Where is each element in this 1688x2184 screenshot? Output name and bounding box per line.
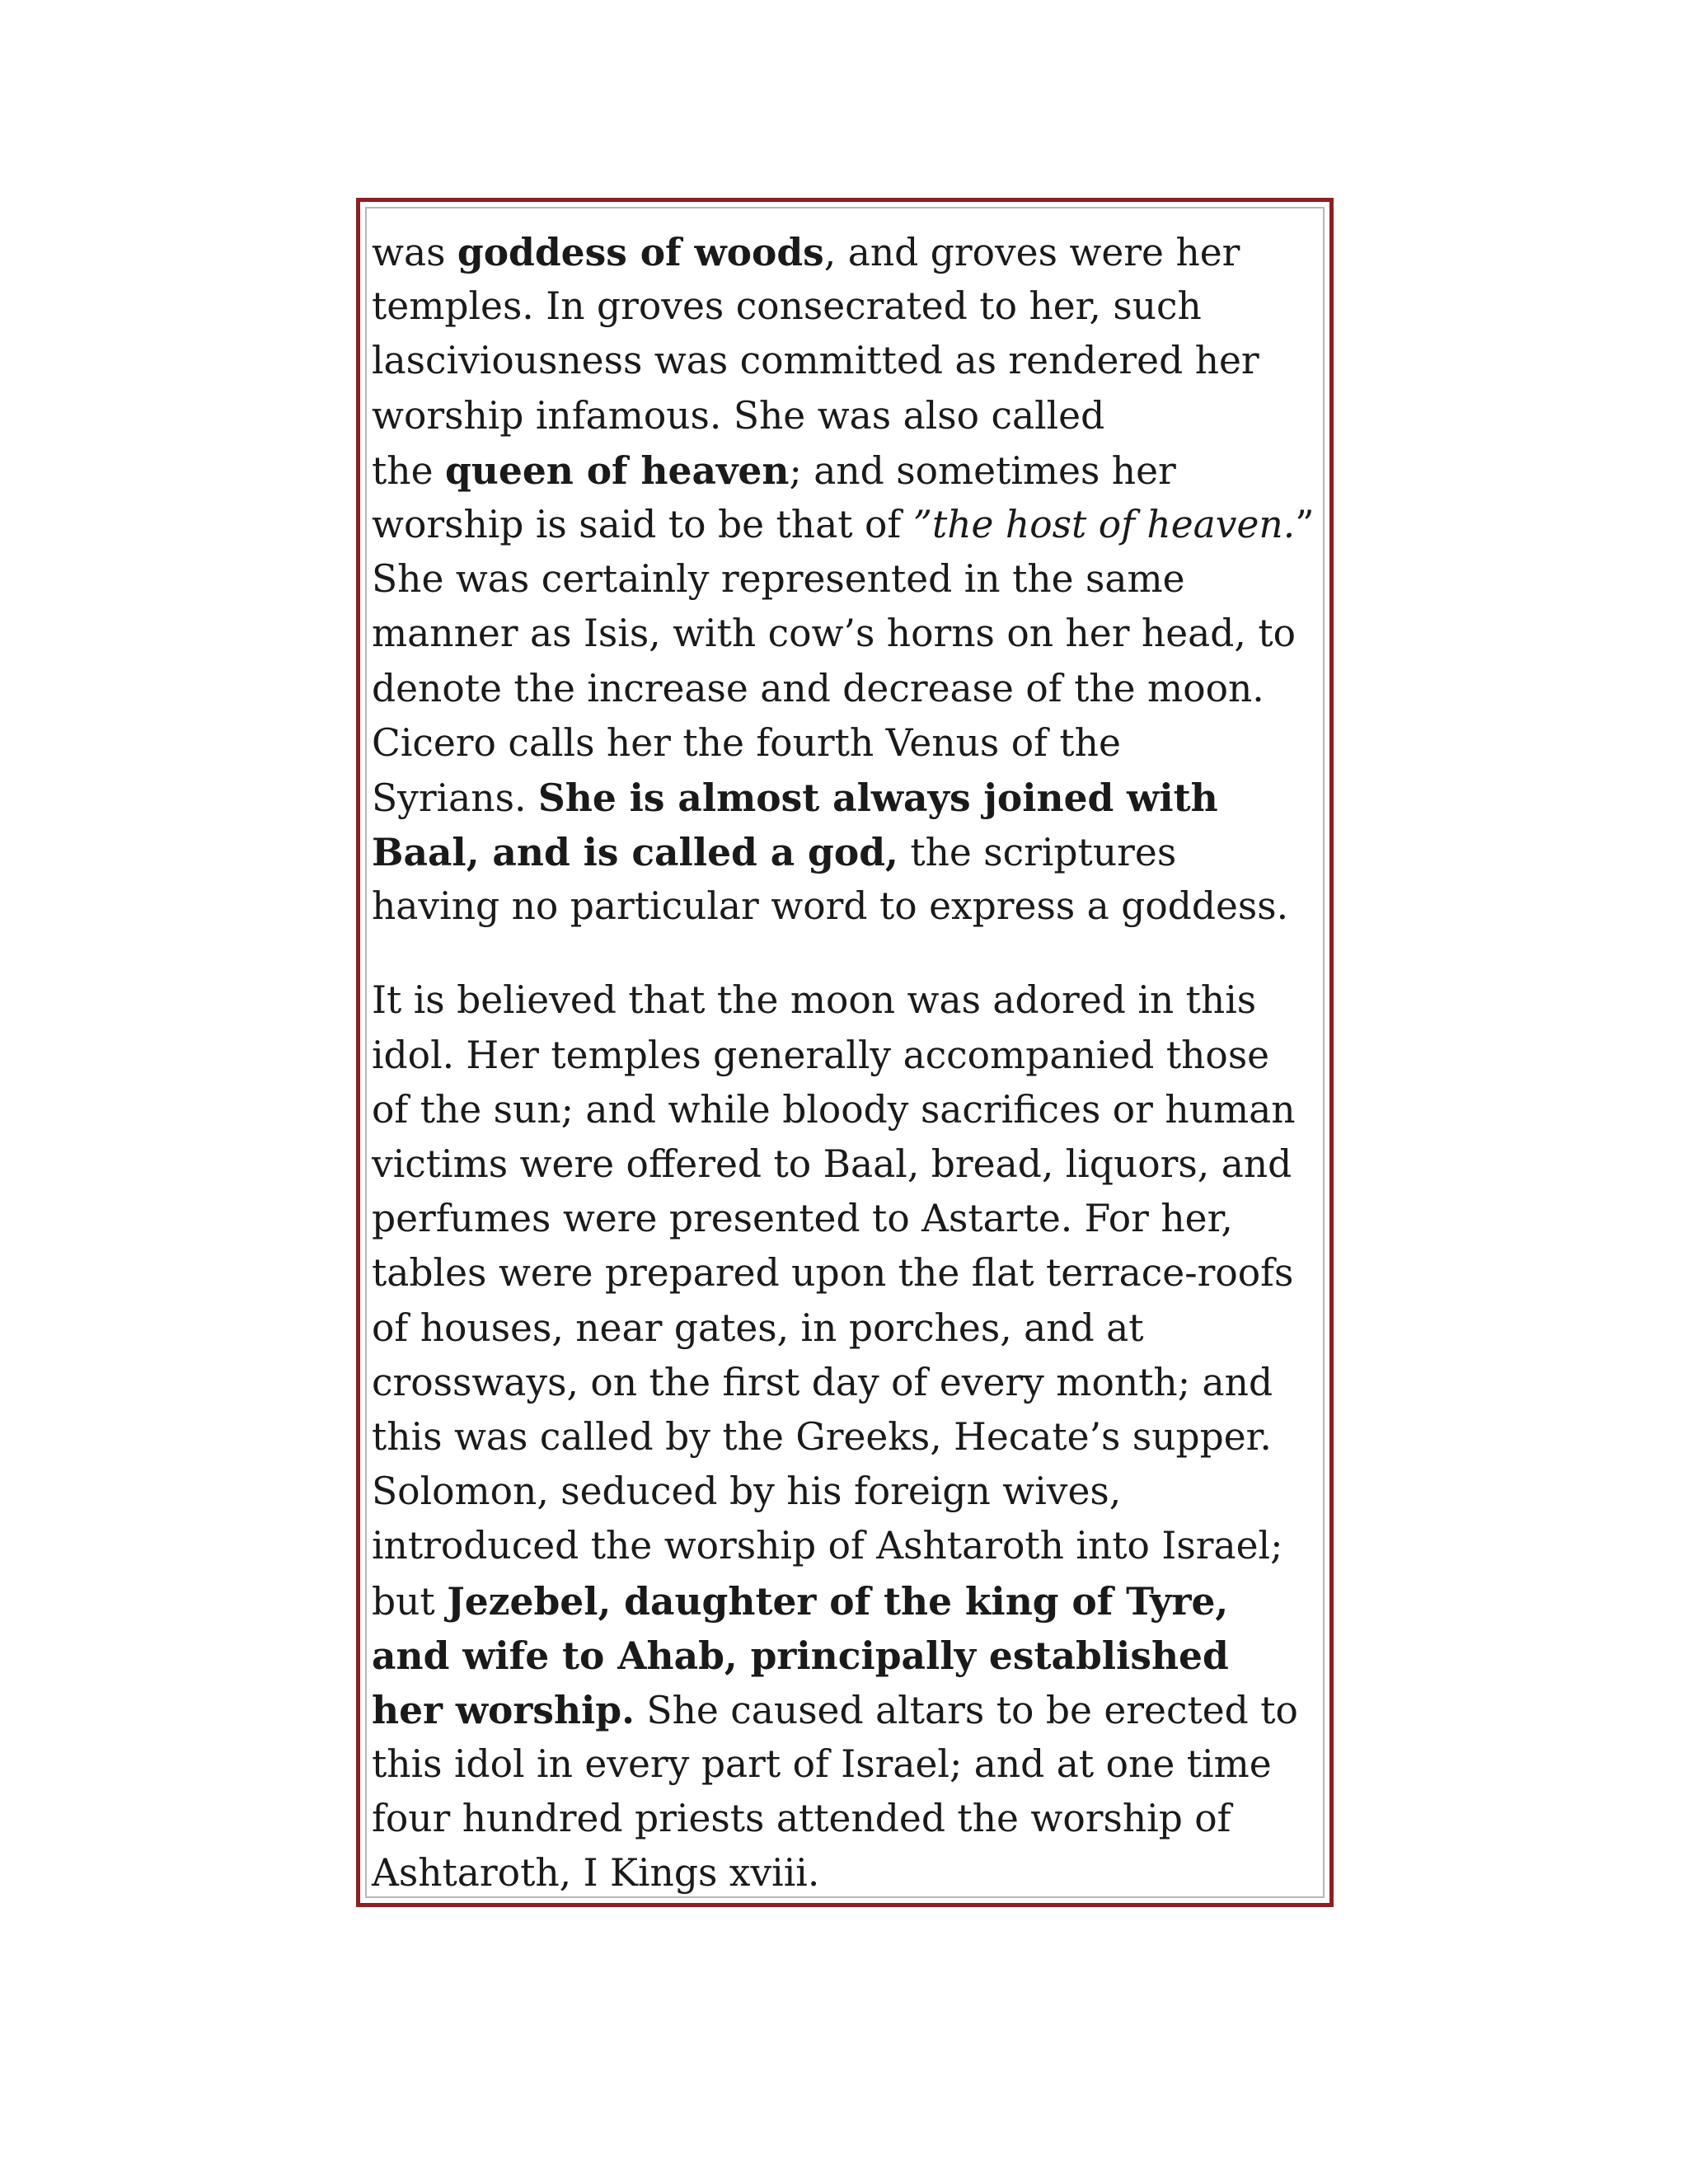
text-line <box>372 1192 1325 1246</box>
text-line <box>372 1410 1325 1465</box>
text-run: crossways, on the first day of every month; and <box>372 1360 1273 1404</box>
text-line <box>372 973 1325 1028</box>
text-line <box>372 279 1325 334</box>
text-run: having no particular word to express a goddess. <box>372 884 1289 929</box>
text-line <box>372 1683 1325 1737</box>
text-run: Cicero calls her the fourth Venus of the <box>372 720 1121 765</box>
text-run: ” <box>1295 502 1315 546</box>
text-line <box>372 1083 1325 1137</box>
text-run: manner as Isis, with cow’s horns on her head, to <box>372 612 1296 656</box>
text-run: It is believed that the moon was adored in this <box>372 978 1257 1023</box>
text-line <box>372 716 1325 771</box>
text-run: worship infamous. She was also called <box>372 393 1105 438</box>
text-run: She caused altars to be erected to <box>634 1688 1298 1732</box>
text-box-content <box>372 225 1325 1898</box>
text-line <box>372 1465 1325 1519</box>
text-run: ; and sometimes her <box>789 448 1176 493</box>
text-run: this was called by the Greeks, Hecate’s supper. <box>372 1414 1272 1459</box>
bold-text: queen of heaven <box>444 448 790 493</box>
text-line <box>372 1301 1325 1356</box>
bold-text: goddess of woods <box>457 230 824 274</box>
text-line <box>372 334 1325 388</box>
text-run: the scriptures <box>898 831 1177 875</box>
text-line <box>372 1137 1325 1192</box>
text-run: idol. Her temples generally accompanied those <box>372 1033 1270 1077</box>
text-run: but <box>372 1579 448 1624</box>
text-run: of the sun; and while bloody sacrifices or human <box>372 1087 1296 1132</box>
text-run: Ashtaroth, I Kings xviii. <box>372 1851 820 1896</box>
text-line <box>372 389 1325 443</box>
text-run: worship is said to be that of <box>372 502 913 546</box>
text-run: tables were prepared upon the flat terrace-roofs <box>372 1251 1294 1296</box>
paragraph-2 <box>372 973 1325 1898</box>
text-line <box>372 443 1325 498</box>
text-line <box>372 1737 1325 1792</box>
text-line <box>372 1629 1325 1683</box>
bold-text: Baal, and is called a god, <box>372 830 898 875</box>
bold-text: and wife to Ahab, principally established <box>372 1633 1229 1678</box>
text-line <box>372 879 1325 934</box>
text-run: was <box>372 231 457 274</box>
text-line <box>372 1792 1325 1846</box>
text-run: introduced the worship of Ashtaroth into Israel; <box>372 1524 1283 1568</box>
text-line <box>372 825 1325 879</box>
text-line <box>372 1846 1325 1898</box>
text-line <box>372 771 1325 825</box>
text-run: perfumes were presented to Astarte. For her, <box>372 1197 1233 1241</box>
paragraph-1 <box>372 225 1325 934</box>
text-run: lasciviousness was committed as rendered her <box>372 339 1259 383</box>
text-run: this idol in every part of Israel; and at one time <box>372 1742 1272 1787</box>
text-run: victims were offered to Baal, bread, liquors, and <box>372 1142 1292 1186</box>
text-line <box>372 552 1325 607</box>
text-run: Solomon, seduced by his foreign wives, <box>372 1469 1122 1514</box>
text-run: She was certainly represented in the same <box>372 557 1185 602</box>
text-line <box>372 225 1325 279</box>
text-box-inner-border <box>365 207 1325 1898</box>
text-line <box>372 1246 1325 1301</box>
text-box-frame <box>356 198 1334 1907</box>
text-line <box>372 1519 1325 1573</box>
bold-text: She is almost always joined with <box>537 775 1218 820</box>
text-line <box>372 1356 1325 1410</box>
text-run: denote the increase and decrease of the moon. <box>372 666 1264 710</box>
paragraph-gap <box>372 934 1325 973</box>
text-run: , and groves were her <box>823 231 1240 274</box>
text-run: Syrians. <box>372 776 538 820</box>
bold-text: Jezebel, daughter of the king of Tyre, <box>447 1578 1229 1624</box>
bold-text: her worship. <box>372 1687 635 1732</box>
text-run: four hundred priests attended the worship of <box>372 1797 1231 1841</box>
text-line <box>372 607 1325 661</box>
text-run: temples. In groves consecrated to her, such <box>372 284 1202 329</box>
italic-text: ”the host of heaven. <box>912 502 1296 546</box>
text-line <box>372 498 1325 552</box>
text-line <box>372 662 1325 716</box>
text-run: the <box>372 448 445 493</box>
text-line <box>372 1574 1325 1629</box>
text-line <box>372 1029 1325 1083</box>
text-run: of houses, near gates, in porches, and at <box>372 1305 1144 1350</box>
